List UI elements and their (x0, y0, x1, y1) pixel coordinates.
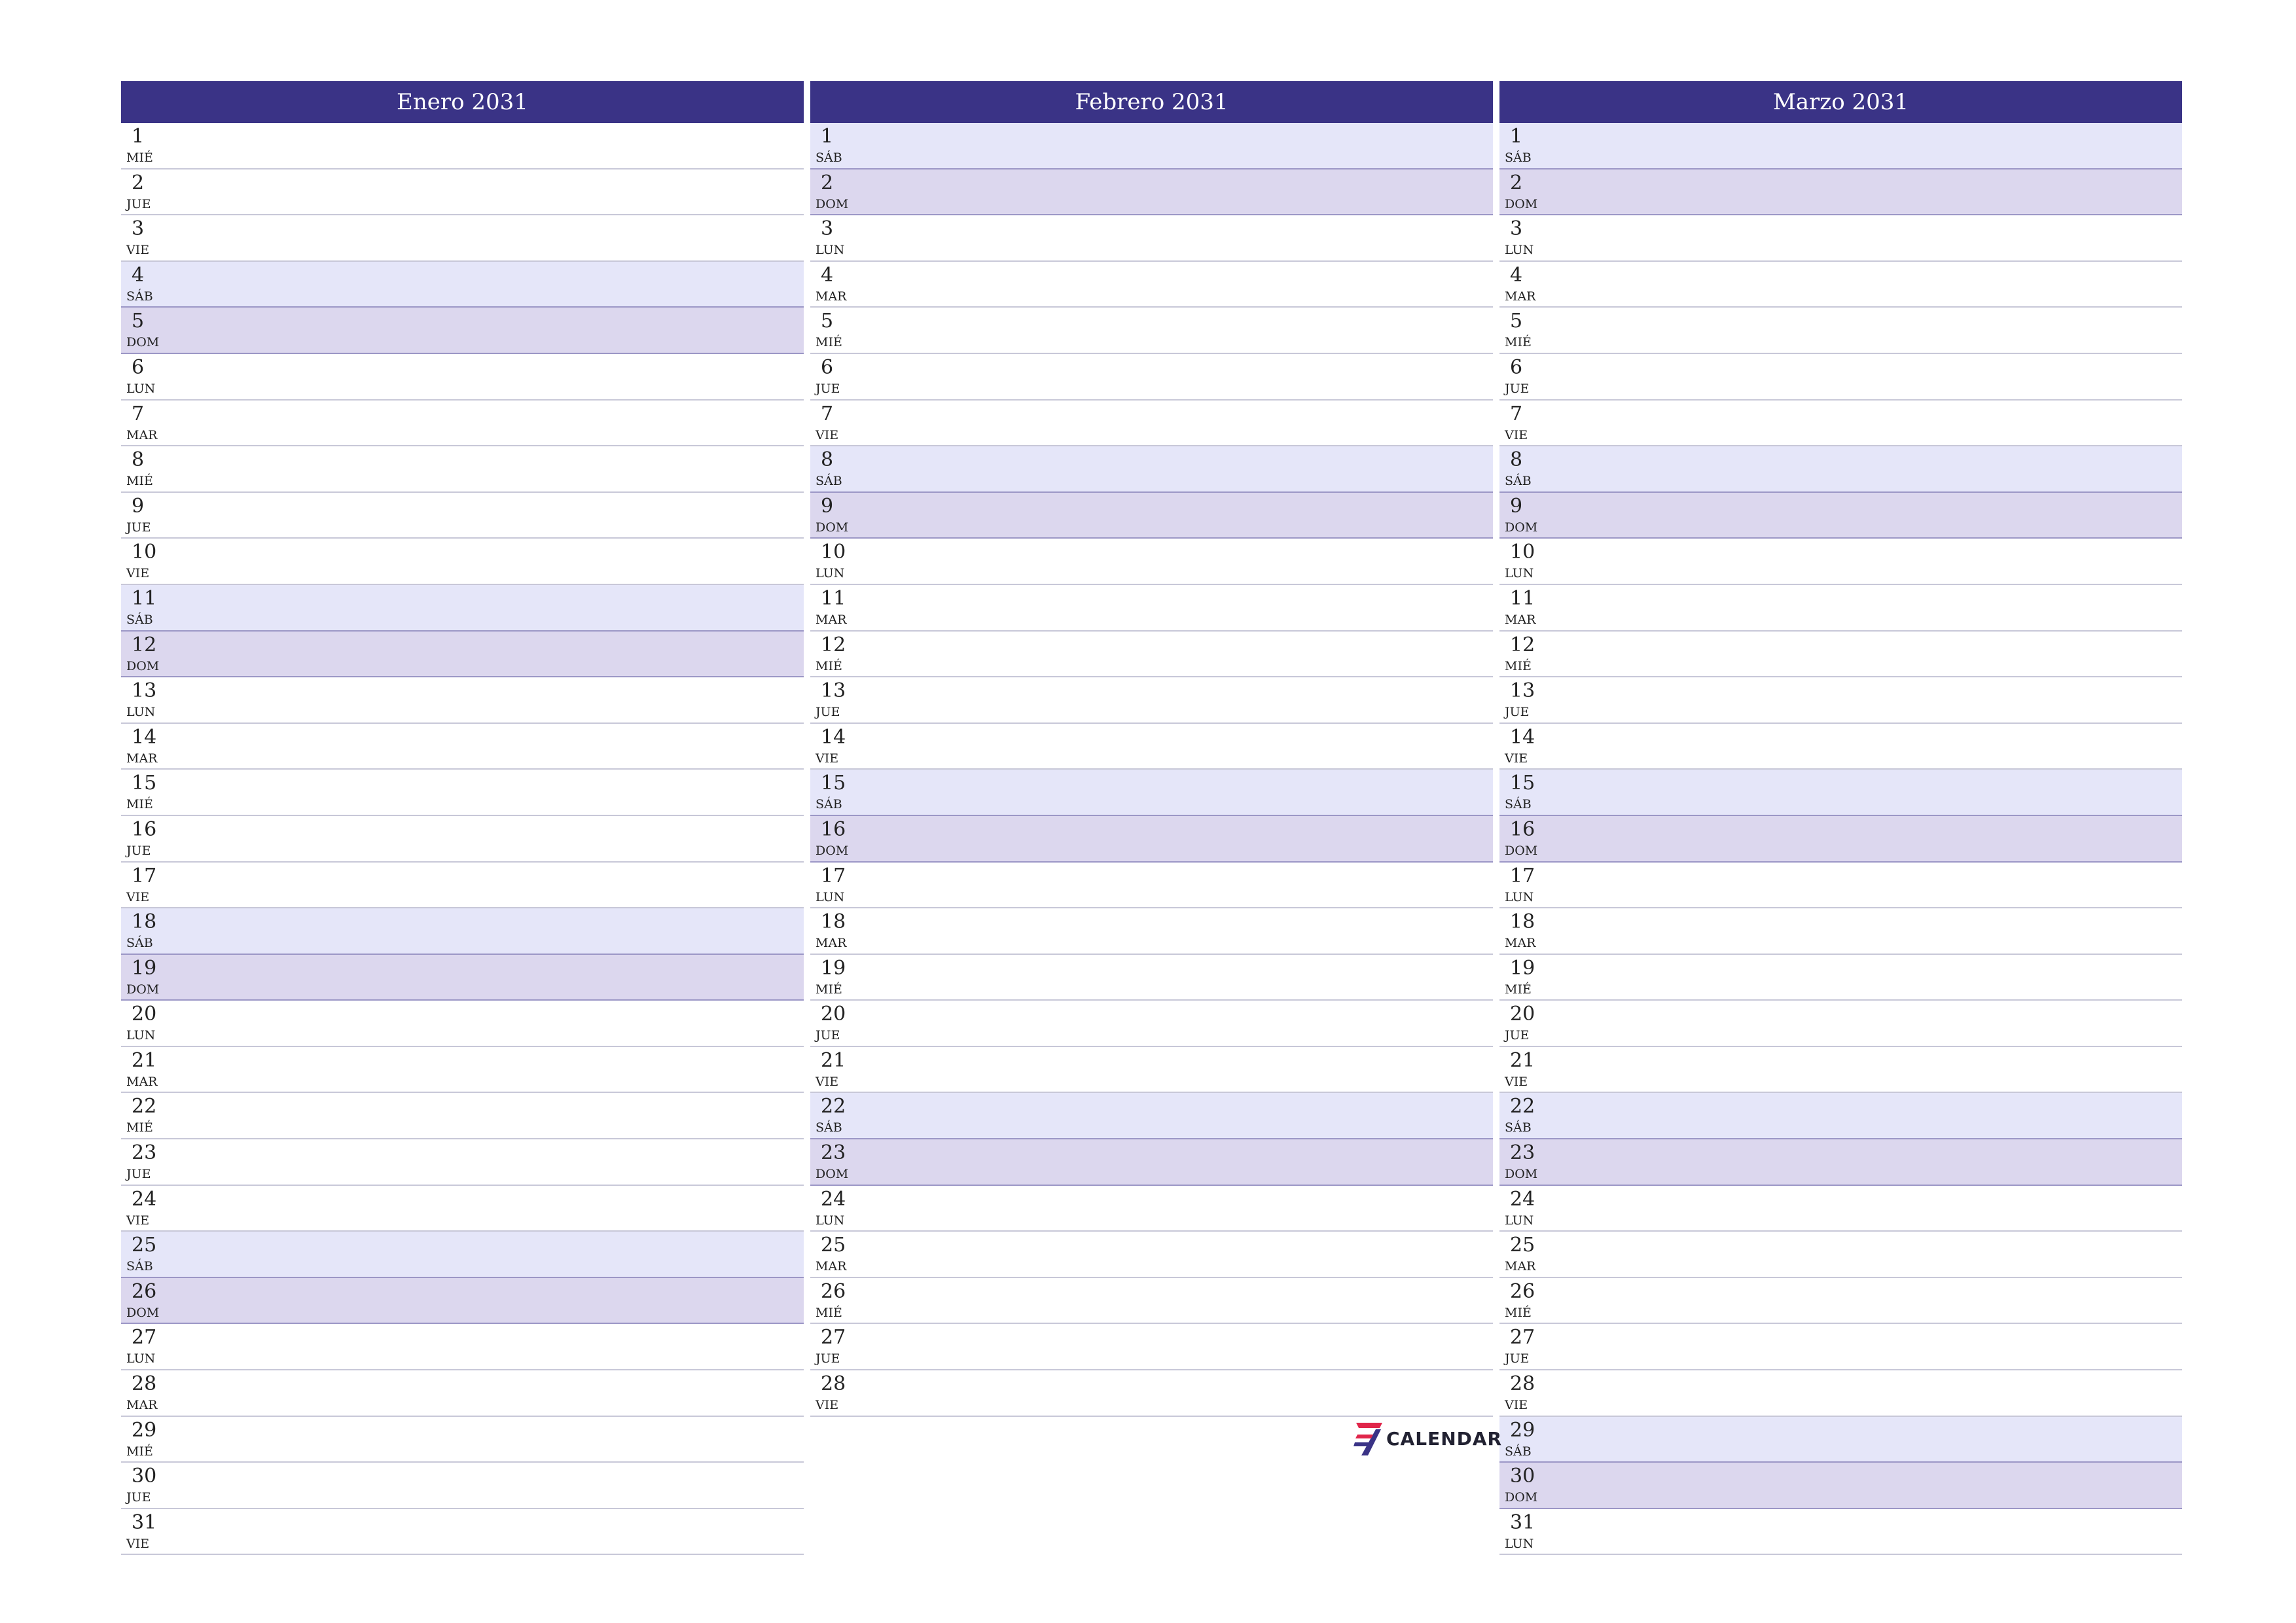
day-number: 13 (821, 679, 846, 703)
day-row[interactable] (1499, 585, 2182, 632)
day-number: 4 (821, 263, 834, 287)
day-name: MAR (816, 289, 847, 304)
day-number: 21 (821, 1048, 846, 1072)
day-number: 9 (1510, 494, 1523, 518)
day-row[interactable] (810, 677, 1493, 724)
day-row[interactable] (1499, 354, 2182, 401)
day-row[interactable] (121, 1093, 804, 1139)
day-name: MIÉ (816, 1305, 842, 1320)
day-number: 20 (1510, 1003, 1535, 1026)
day-row[interactable] (1499, 1463, 2182, 1509)
day-row[interactable] (1499, 863, 2182, 909)
day-number: 1 (132, 125, 145, 148)
day-row[interactable] (1499, 816, 2182, 863)
day-name: MIÉ (816, 658, 842, 673)
logo-text: CALENDAR (1386, 1427, 1503, 1450)
day-row[interactable] (1499, 123, 2182, 169)
day-name: SÁB (816, 474, 842, 489)
day-name: DOM (1505, 196, 1538, 211)
day-number: 16 (1510, 817, 1535, 841)
day-row[interactable] (810, 169, 1493, 216)
day-name: DOM (126, 1305, 160, 1320)
day-name: VIE (126, 1536, 150, 1551)
day-number: 28 (821, 1372, 846, 1396)
day-row[interactable] (810, 1370, 1493, 1417)
day-row[interactable] (121, 1370, 804, 1417)
day-row[interactable] (1499, 446, 2182, 493)
day-name: VIE (816, 427, 839, 442)
day-name: VIE (126, 889, 150, 904)
day-row[interactable] (121, 724, 804, 770)
month-column-marzo (1499, 81, 2182, 1555)
day-number: 26 (1510, 1279, 1535, 1303)
day-row[interactable] (810, 632, 1493, 678)
day-row[interactable] (121, 123, 804, 169)
day-number: 9 (821, 494, 834, 518)
day-row[interactable] (121, 1139, 804, 1186)
day-number: 3 (1510, 217, 1523, 241)
day-row[interactable] (810, 1186, 1493, 1232)
day-name: LUN (1505, 889, 1534, 904)
day-number: 16 (132, 817, 157, 841)
day-number: 20 (132, 1003, 157, 1026)
day-name: DOM (816, 196, 849, 211)
day-number: 17 (821, 864, 846, 887)
day-name: DOM (816, 1167, 849, 1182)
day-row[interactable] (1499, 539, 2182, 585)
day-name: DOM (816, 843, 849, 858)
day-number: 25 (132, 1234, 157, 1257)
day-row[interactable] (810, 908, 1493, 955)
day-row[interactable] (121, 1509, 804, 1556)
day-number: 1 (821, 125, 834, 148)
day-number: 14 (1510, 725, 1535, 749)
day-number: 8 (1510, 448, 1523, 472)
day-row[interactable] (810, 1047, 1493, 1094)
day-name: MAR (816, 936, 847, 951)
day-name: MAR (1505, 1259, 1536, 1274)
day-number: 14 (821, 725, 846, 749)
day-name: SÁB (1505, 151, 1532, 165)
day-row[interactable] (1499, 1370, 2182, 1417)
day-row[interactable] (1499, 1047, 2182, 1094)
day-name: MIÉ (126, 474, 153, 489)
day-name: MIÉ (126, 151, 153, 165)
day-row[interactable] (121, 585, 804, 632)
day-number: 10 (821, 541, 846, 564)
day-row[interactable] (121, 446, 804, 493)
day-row[interactable] (810, 1093, 1493, 1139)
day-row[interactable] (810, 1278, 1493, 1325)
day-name: SÁB (126, 612, 153, 627)
day-number: 19 (132, 956, 157, 980)
day-number: 25 (1510, 1234, 1535, 1257)
day-row[interactable] (810, 262, 1493, 308)
day-number: 24 (1510, 1187, 1535, 1211)
day-row[interactable] (121, 816, 804, 863)
day-number: 20 (821, 1003, 846, 1026)
day-number: 19 (821, 956, 846, 980)
day-row[interactable] (810, 585, 1493, 632)
day-name: VIE (126, 1213, 150, 1228)
day-number: 1 (1510, 125, 1523, 148)
day-name: LUN (816, 889, 845, 904)
day-number: 27 (132, 1326, 157, 1349)
day-name: SÁB (816, 151, 842, 165)
month-header: Marzo 2031 (1499, 81, 2182, 123)
day-row[interactable] (121, 401, 804, 447)
day-name: JUE (816, 705, 840, 720)
day-number: 24 (132, 1187, 157, 1211)
day-row[interactable] (1499, 632, 2182, 678)
day-name: DOM (816, 520, 849, 535)
day-name: DOM (126, 335, 160, 350)
day-row[interactable] (810, 816, 1493, 863)
day-name: DOM (1505, 1167, 1538, 1182)
day-number: 11 (821, 586, 846, 610)
day-name: MAR (1505, 936, 1536, 951)
day-row[interactable] (810, 308, 1493, 354)
day-list (1499, 123, 2182, 1555)
day-row[interactable] (121, 215, 804, 262)
day-number: 16 (821, 817, 846, 841)
day-name: JUE (1505, 381, 1530, 396)
day-row[interactable] (121, 1324, 804, 1370)
day-name: JUE (1505, 705, 1530, 720)
day-row[interactable] (810, 724, 1493, 770)
day-row[interactable] (121, 632, 804, 678)
day-name: SÁB (816, 797, 842, 812)
day-row[interactable] (1499, 1417, 2182, 1463)
day-number: 23 (821, 1141, 846, 1165)
month-header: Enero 2031 (121, 81, 804, 123)
day-number: 23 (1510, 1141, 1535, 1165)
day-row[interactable] (1499, 1139, 2182, 1186)
day-name: JUE (1505, 1028, 1530, 1043)
day-number: 5 (1510, 310, 1523, 333)
day-row[interactable] (121, 493, 804, 539)
day-row[interactable] (810, 123, 1493, 169)
day-number: 26 (132, 1279, 157, 1303)
day-number: 12 (821, 633, 846, 656)
day-number: 6 (1510, 355, 1523, 379)
day-row[interactable] (121, 863, 804, 909)
day-row[interactable] (121, 354, 804, 401)
day-name: SÁB (126, 936, 153, 951)
day-name: SÁB (126, 1259, 153, 1274)
day-row[interactable] (121, 677, 804, 724)
day-number: 28 (1510, 1372, 1535, 1396)
day-number: 23 (132, 1141, 157, 1165)
day-number: 31 (132, 1510, 157, 1534)
day-number: 13 (132, 679, 157, 703)
day-list (810, 123, 1493, 1417)
day-name: SÁB (816, 1120, 842, 1135)
day-number: 18 (821, 910, 846, 934)
day-row[interactable] (121, 1186, 804, 1232)
day-row[interactable] (1499, 1232, 2182, 1278)
day-row[interactable] (121, 169, 804, 216)
day-name: VIE (1505, 1074, 1528, 1089)
day-name: SÁB (126, 289, 153, 304)
day-number: 22 (821, 1095, 846, 1118)
day-name: MIÉ (1505, 982, 1532, 997)
day-number: 22 (1510, 1095, 1535, 1118)
day-row[interactable] (121, 262, 804, 308)
day-name: VIE (816, 1398, 839, 1413)
day-number: 12 (1510, 633, 1535, 656)
day-row[interactable] (810, 493, 1493, 539)
day-name: MAR (126, 1074, 158, 1089)
day-row[interactable] (121, 539, 804, 585)
day-number: 27 (821, 1326, 846, 1349)
day-row[interactable] (1499, 724, 2182, 770)
day-number: 30 (1510, 1465, 1535, 1488)
day-row[interactable] (121, 1001, 804, 1047)
day-number: 6 (821, 355, 834, 379)
day-number: 4 (132, 263, 145, 287)
day-number: 21 (1510, 1048, 1535, 1072)
day-row[interactable] (1499, 1093, 2182, 1139)
day-number: 15 (132, 772, 157, 795)
day-name: LUN (126, 381, 156, 396)
day-name: LUN (816, 566, 845, 581)
day-row[interactable] (121, 1417, 804, 1463)
day-row[interactable] (121, 1278, 804, 1325)
day-row[interactable] (1499, 1186, 2182, 1232)
day-name: MAR (816, 1259, 847, 1274)
day-row[interactable] (1499, 677, 2182, 724)
day-name: JUE (126, 196, 151, 211)
day-row[interactable] (121, 1232, 804, 1278)
day-number: 21 (132, 1048, 157, 1072)
day-name: MAR (126, 427, 158, 442)
day-number: 15 (1510, 772, 1535, 795)
day-row[interactable] (810, 1232, 1493, 1278)
day-number: 15 (821, 772, 846, 795)
day-row[interactable] (810, 446, 1493, 493)
day-name: MAR (126, 751, 158, 766)
day-name: JUE (816, 381, 840, 396)
day-number: 12 (132, 633, 157, 656)
day-row[interactable] (810, 401, 1493, 447)
day-name: JUE (126, 1490, 151, 1505)
day-row[interactable] (810, 1324, 1493, 1370)
day-row[interactable] (121, 1463, 804, 1509)
day-name: SÁB (1505, 474, 1532, 489)
day-number: 31 (1510, 1510, 1535, 1534)
day-name: SÁB (1505, 1444, 1532, 1459)
day-number: 22 (132, 1095, 157, 1118)
day-number: 11 (1510, 586, 1535, 610)
day-number: 5 (132, 310, 145, 333)
day-row[interactable] (1499, 308, 2182, 354)
day-number: 5 (821, 310, 834, 333)
day-number: 6 (132, 355, 145, 379)
day-row[interactable] (1499, 262, 2182, 308)
day-number: 29 (1510, 1418, 1535, 1442)
day-number: 3 (132, 217, 145, 241)
day-row[interactable] (121, 1047, 804, 1094)
day-row[interactable] (810, 863, 1493, 909)
month-column-febrero (810, 81, 1493, 1417)
day-number: 13 (1510, 679, 1535, 703)
day-row[interactable] (810, 1001, 1493, 1047)
day-row[interactable] (1499, 770, 2182, 816)
day-number: 18 (132, 910, 157, 934)
day-row[interactable] (810, 770, 1493, 816)
day-name: JUE (126, 520, 151, 535)
day-name: LUN (126, 705, 156, 720)
day-row[interactable] (1499, 493, 2182, 539)
day-number: 28 (132, 1372, 157, 1396)
day-name: JUE (126, 843, 151, 858)
day-name: VIE (1505, 427, 1528, 442)
day-row[interactable] (1499, 1001, 2182, 1047)
day-name: MAR (816, 612, 847, 627)
day-name: MIÉ (1505, 335, 1532, 350)
day-number: 2 (1510, 171, 1523, 194)
day-name: MIÉ (1505, 658, 1532, 673)
month-header: Febrero 2031 (810, 81, 1493, 123)
day-name: MAR (1505, 289, 1536, 304)
day-row[interactable] (1499, 215, 2182, 262)
day-number: 2 (132, 171, 145, 194)
day-name: VIE (1505, 751, 1528, 766)
day-row[interactable] (1499, 908, 2182, 955)
day-name: LUN (1505, 1213, 1534, 1228)
day-name: LUN (1505, 566, 1534, 581)
day-list (121, 123, 804, 1555)
day-number: 7 (821, 402, 834, 425)
day-number: 3 (821, 217, 834, 241)
day-name: JUE (816, 1028, 840, 1043)
day-name: DOM (126, 982, 160, 997)
day-name: VIE (1505, 1398, 1528, 1413)
day-row[interactable] (1499, 955, 2182, 1001)
day-number: 17 (1510, 864, 1535, 887)
brand-logo[interactable] (1354, 1419, 1502, 1458)
day-row[interactable] (1499, 1278, 2182, 1325)
day-name: MAR (126, 1398, 158, 1413)
day-name: MIÉ (1505, 1305, 1532, 1320)
day-name: DOM (126, 658, 160, 673)
day-name: LUN (126, 1351, 156, 1366)
day-row[interactable] (121, 908, 804, 955)
day-row[interactable] (810, 215, 1493, 262)
day-number: 10 (1510, 541, 1535, 564)
day-number: 11 (132, 586, 157, 610)
day-name: LUN (816, 1213, 845, 1228)
day-name: JUE (126, 1167, 151, 1182)
day-number: 2 (821, 171, 834, 194)
day-number: 29 (132, 1418, 157, 1442)
day-name: LUN (126, 1028, 156, 1043)
day-number: 18 (1510, 910, 1535, 934)
day-number: 25 (821, 1234, 846, 1257)
day-number: 9 (132, 494, 145, 518)
day-name: JUE (816, 1351, 840, 1366)
day-number: 8 (132, 448, 145, 472)
day-number: 19 (1510, 956, 1535, 980)
day-row[interactable] (810, 955, 1493, 1001)
day-row[interactable] (810, 354, 1493, 401)
day-row[interactable] (810, 1139, 1493, 1186)
day-name: DOM (1505, 1490, 1538, 1505)
day-name: SÁB (1505, 797, 1532, 812)
day-number: 24 (821, 1187, 846, 1211)
day-number: 10 (132, 541, 157, 564)
day-number: 26 (821, 1279, 846, 1303)
day-row[interactable] (121, 770, 804, 816)
day-row[interactable] (810, 539, 1493, 585)
day-name: LUN (816, 243, 845, 258)
day-name: MIÉ (816, 982, 842, 997)
day-name: MIÉ (126, 1444, 153, 1459)
day-name: DOM (1505, 843, 1538, 858)
day-name: MIÉ (126, 797, 153, 812)
day-number: 17 (132, 864, 157, 887)
day-row[interactable] (1499, 1509, 2182, 1556)
seven-icon (1354, 1420, 1384, 1457)
day-row[interactable] (121, 308, 804, 354)
day-row[interactable] (1499, 169, 2182, 216)
day-number: 8 (821, 448, 834, 472)
day-name: VIE (126, 243, 150, 258)
day-number: 30 (132, 1465, 157, 1488)
day-row[interactable] (1499, 401, 2182, 447)
day-number: 7 (1510, 402, 1523, 425)
day-name: SÁB (1505, 1120, 1532, 1135)
day-name: DOM (1505, 520, 1538, 535)
day-number: 14 (132, 725, 157, 749)
day-name: VIE (816, 751, 839, 766)
day-name: MIÉ (126, 1120, 153, 1135)
month-column-enero (121, 81, 804, 1555)
day-row[interactable] (1499, 1324, 2182, 1370)
day-number: 27 (1510, 1326, 1535, 1349)
day-row[interactable] (121, 955, 804, 1001)
day-name: LUN (1505, 1536, 1534, 1551)
day-name: MIÉ (816, 335, 842, 350)
day-name: LUN (1505, 243, 1534, 258)
day-name: JUE (1505, 1351, 1530, 1366)
day-name: VIE (816, 1074, 839, 1089)
day-number: 7 (132, 402, 145, 425)
day-number: 4 (1510, 263, 1523, 287)
day-name: MAR (1505, 612, 1536, 627)
day-name: VIE (126, 566, 150, 581)
